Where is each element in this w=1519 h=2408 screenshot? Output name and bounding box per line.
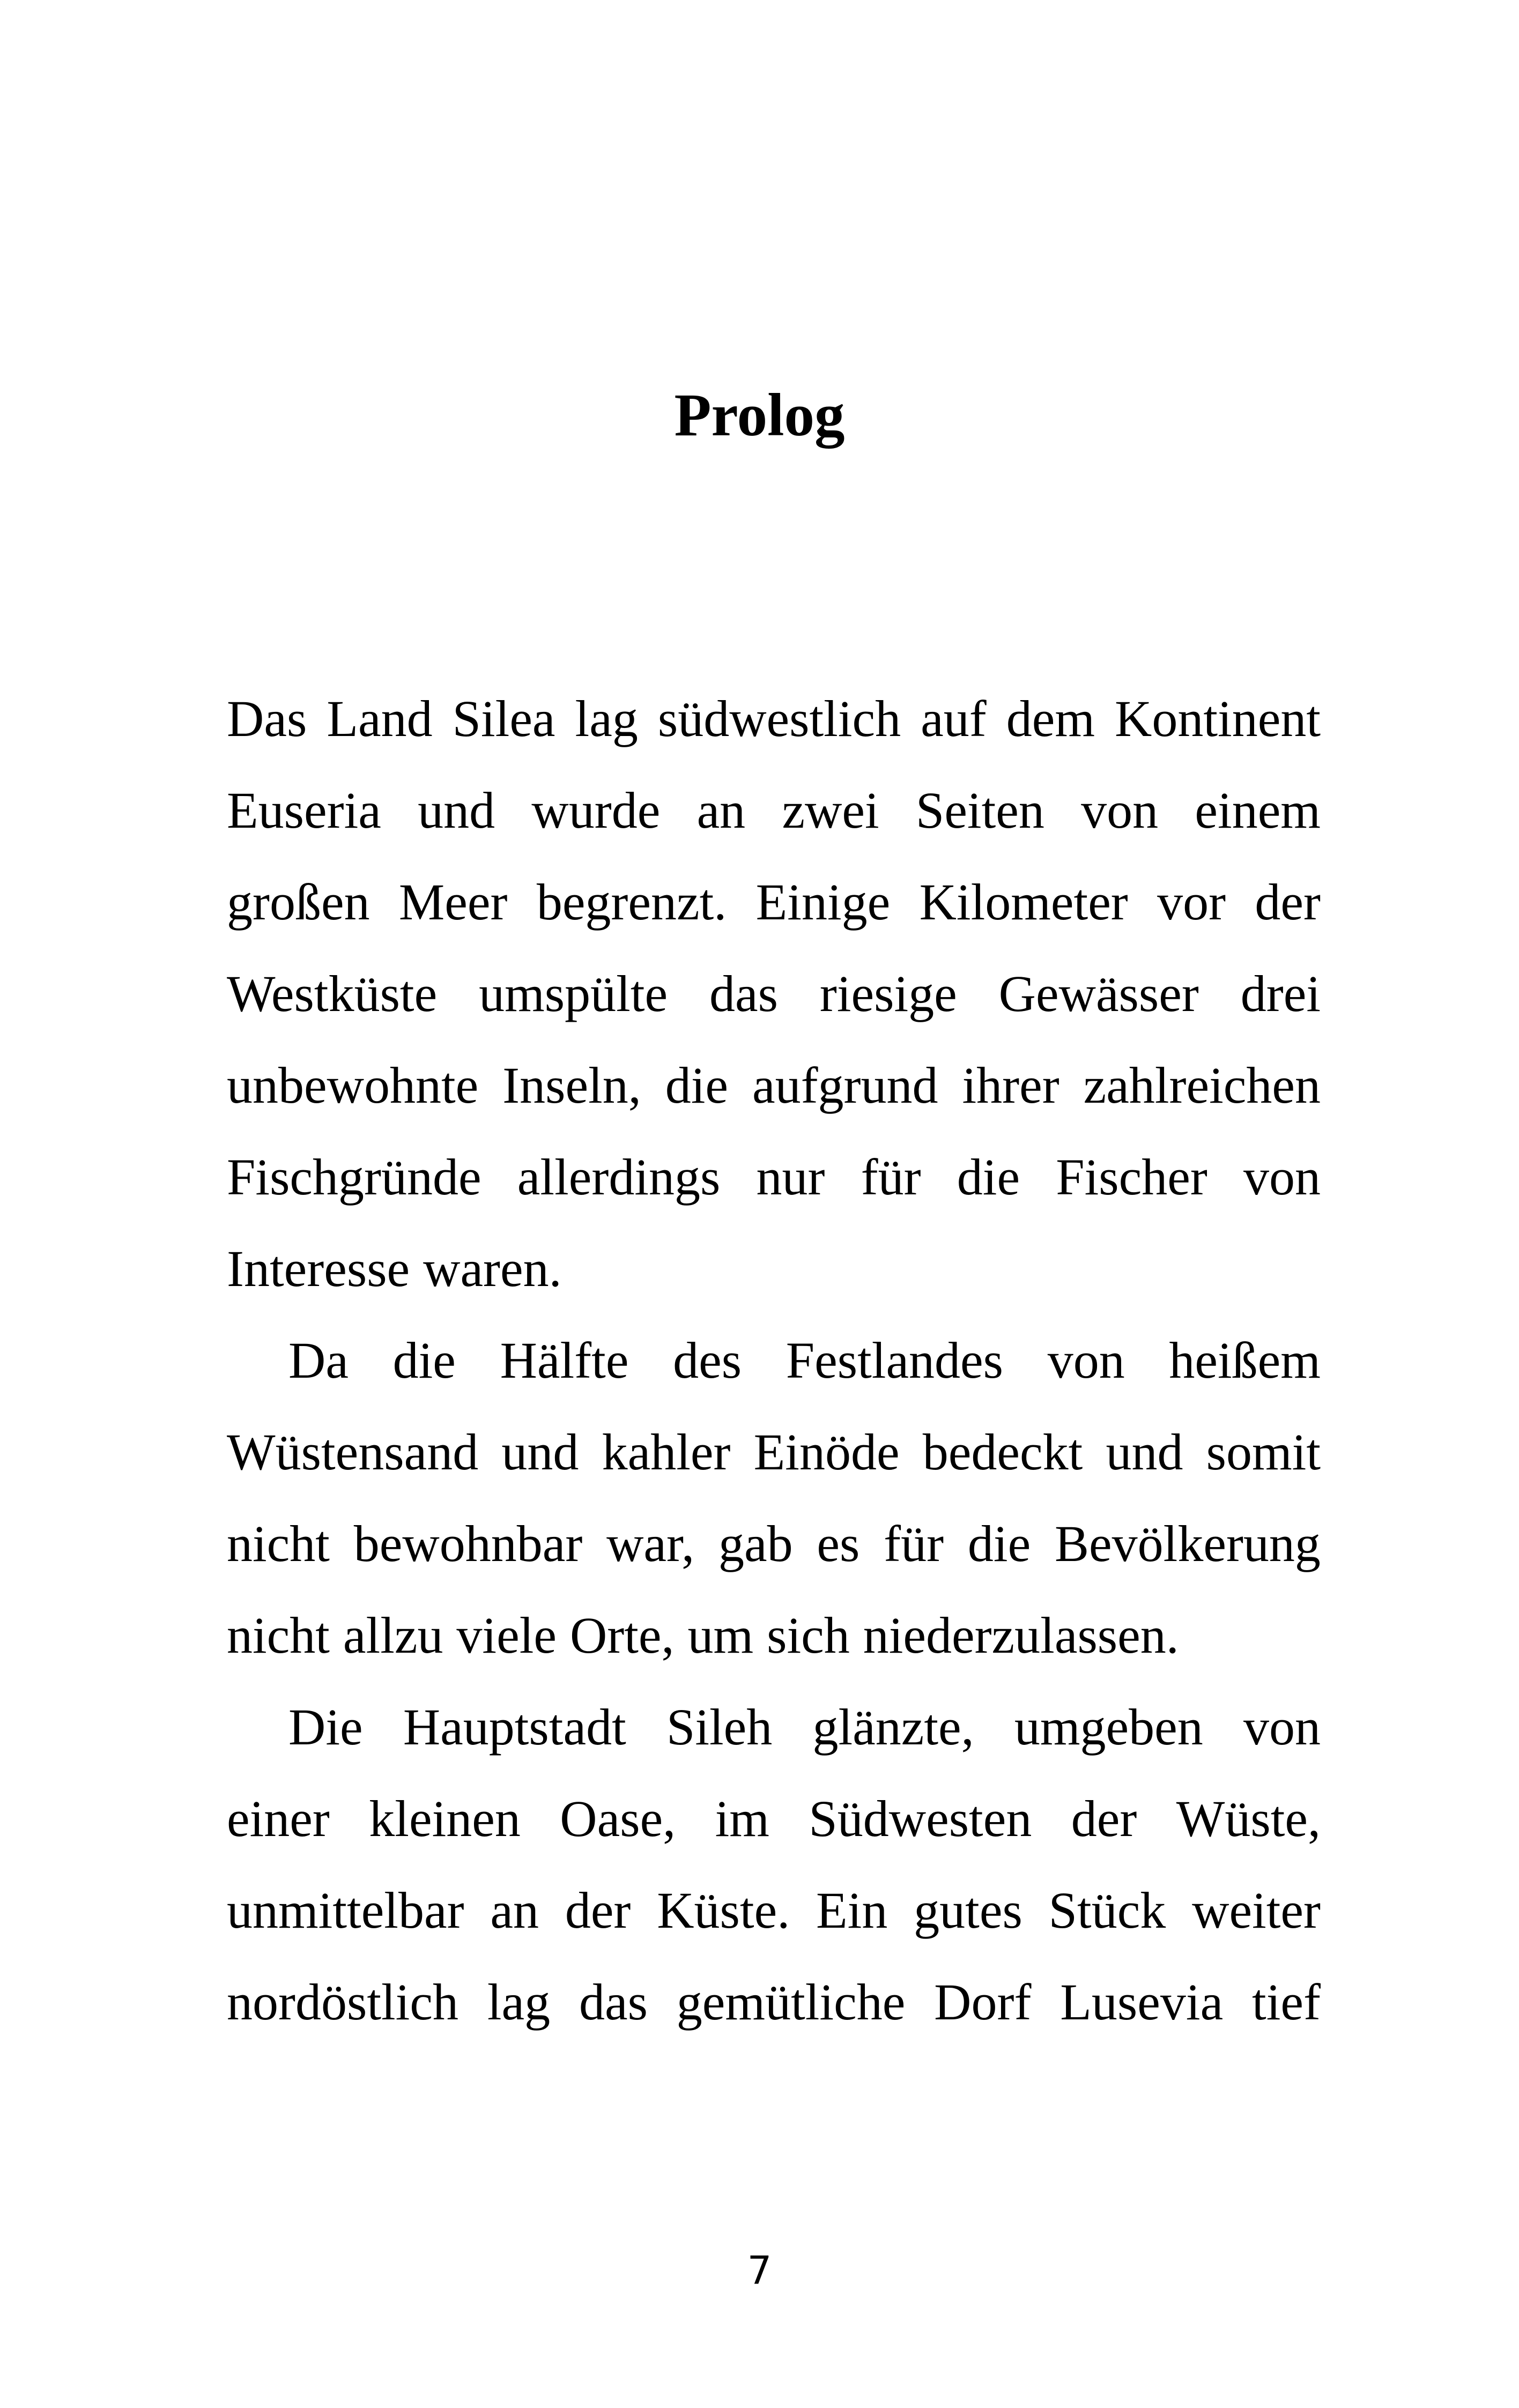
text-line: Die Hauptstadt Sileh glänzte, umgeben von xyxy=(288,1698,1321,1756)
text-line: Da die Hälfte des Festlandes von heißem xyxy=(288,1332,1321,1389)
text-line: Euseria und wurde an zwei Seiten von einem xyxy=(227,782,1321,839)
text-line: nicht allzu viele Orte, um sich niederzulassen. xyxy=(227,1607,1179,1664)
body-text xyxy=(227,673,1321,2048)
paragraph xyxy=(227,1314,1321,1681)
text-line: Fischgründe allerdings nur für die Fischer von xyxy=(227,1148,1321,1206)
text-line: einer kleinen Oase, im Südwesten der Wüste, xyxy=(227,1790,1321,1847)
text-line: unbewohnte Inseln, die aufgrund ihrer zahlreichen xyxy=(227,1057,1321,1114)
paragraph xyxy=(227,1681,1321,2048)
page-number: 7 xyxy=(747,2248,772,2293)
chapter-title: Prolog xyxy=(674,382,845,449)
text-line: großen Meer begrenzt. Einige Kilometer vor der xyxy=(227,873,1321,931)
text-line: Westküste umspülte das riesige Gewässer drei xyxy=(227,965,1321,1022)
text-line: Das Land Silea lag südwestlich auf dem Kontinent xyxy=(227,690,1321,747)
text-line: nordöstlich lag das gemütliche Dorf Lusevia tief xyxy=(227,1973,1321,2031)
text-line: nicht bewohnbar war, gab es für die Bevölkerung xyxy=(227,1515,1321,1572)
text-line: Wüstensand und kahler Einöde bedeckt und somit xyxy=(227,1423,1321,1481)
text-line: Interesse waren. xyxy=(227,1240,562,1297)
text-line: unmittelbar an der Küste. Ein gutes Stück weiter xyxy=(227,1882,1321,1939)
paragraph xyxy=(227,673,1321,1314)
